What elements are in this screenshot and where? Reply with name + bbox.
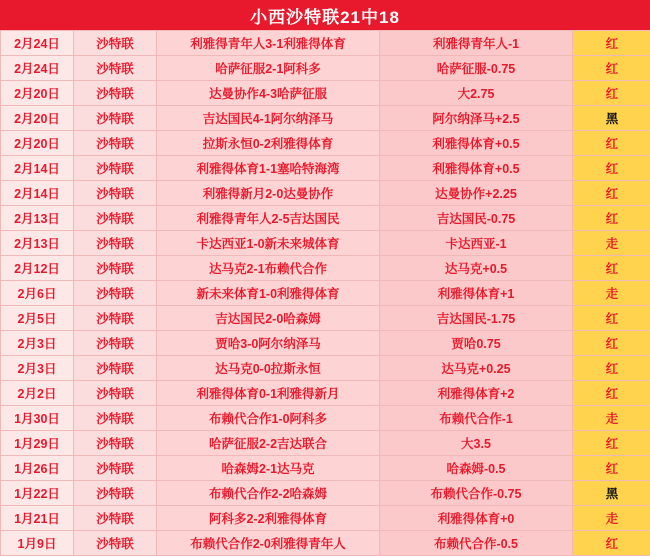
cell-result: 红 xyxy=(573,156,650,181)
cell-match: 哈萨征服2-1阿科多 xyxy=(157,56,380,81)
cell-league: 沙特联 xyxy=(74,431,157,456)
cell-league: 沙特联 xyxy=(74,331,157,356)
cell-date: 2月14日 xyxy=(1,156,74,181)
cell-pick: 阿尔纳泽马+2.5 xyxy=(380,106,573,131)
cell-match: 拉斯永恒0-2利雅得体育 xyxy=(157,131,380,156)
cell-match: 布赖代合作2-2哈森姆 xyxy=(157,481,380,506)
cell-result: 红 xyxy=(573,381,650,406)
table-row xyxy=(1,56,650,81)
cell-league: 沙特联 xyxy=(74,106,157,131)
table-row xyxy=(1,356,650,381)
cell-match: 达马克0-0拉斯永恒 xyxy=(157,356,380,381)
table-row xyxy=(1,331,650,356)
cell-pick: 布赖代合作-1 xyxy=(380,406,573,431)
table-row xyxy=(1,181,650,206)
cell-league: 沙特联 xyxy=(74,381,157,406)
table-row xyxy=(1,406,650,431)
cell-pick: 达曼协作+2.25 xyxy=(380,181,573,206)
table-row xyxy=(1,456,650,481)
cell-date: 2月3日 xyxy=(1,331,74,356)
cell-match: 贾哈3-0阿尔纳泽马 xyxy=(157,331,380,356)
cell-match: 哈森姆2-1达马克 xyxy=(157,456,380,481)
cell-date: 2月2日 xyxy=(1,381,74,406)
cell-league: 沙特联 xyxy=(74,481,157,506)
cell-league: 沙特联 xyxy=(74,531,157,556)
cell-date: 1月29日 xyxy=(1,431,74,456)
cell-result: 黑 xyxy=(573,481,650,506)
cell-pick: 布赖代合作-0.5 xyxy=(380,531,573,556)
cell-league: 沙特联 xyxy=(74,31,157,56)
cell-match: 吉达国民4-1阿尔纳泽马 xyxy=(157,106,380,131)
cell-result: 红 xyxy=(573,531,650,556)
cell-result: 红 xyxy=(573,356,650,381)
cell-result: 红 xyxy=(573,306,650,331)
table-row xyxy=(1,306,650,331)
table-row xyxy=(1,206,650,231)
cell-pick: 达马克+0.25 xyxy=(380,356,573,381)
cell-league: 沙特联 xyxy=(74,206,157,231)
cell-pick: 哈森姆-0.5 xyxy=(380,456,573,481)
cell-pick: 大2.75 xyxy=(380,81,573,106)
cell-match: 达马克2-1布赖代合作 xyxy=(157,256,380,281)
cell-result: 红 xyxy=(573,181,650,206)
records-table-body xyxy=(1,31,650,556)
table-row xyxy=(1,531,650,556)
cell-date: 2月6日 xyxy=(1,281,74,306)
table-row xyxy=(1,506,650,531)
cell-league: 沙特联 xyxy=(74,231,157,256)
cell-result: 走 xyxy=(573,506,650,531)
cell-date: 2月20日 xyxy=(1,131,74,156)
cell-pick: 利雅得体育+0.5 xyxy=(380,131,573,156)
cell-date: 2月13日 xyxy=(1,231,74,256)
cell-date: 2月14日 xyxy=(1,181,74,206)
cell-pick: 大3.5 xyxy=(380,431,573,456)
page-title: 小西沙特联21中18 xyxy=(0,0,650,30)
cell-date: 2月3日 xyxy=(1,356,74,381)
cell-match: 利雅得青年人2-5吉达国民 xyxy=(157,206,380,231)
cell-league: 沙特联 xyxy=(74,306,157,331)
cell-pick: 哈萨征服-0.75 xyxy=(380,56,573,81)
cell-pick: 利雅得体育+1 xyxy=(380,281,573,306)
cell-result: 红 xyxy=(573,56,650,81)
cell-result: 红 xyxy=(573,206,650,231)
cell-date: 2月12日 xyxy=(1,256,74,281)
cell-result: 红 xyxy=(573,431,650,456)
cell-match: 吉达国民2-0哈森姆 xyxy=(157,306,380,331)
table-row xyxy=(1,256,650,281)
cell-date: 1月26日 xyxy=(1,456,74,481)
cell-match: 布赖代合作2-0利雅得青年人 xyxy=(157,531,380,556)
cell-match: 哈萨征服2-2吉达联合 xyxy=(157,431,380,456)
cell-date: 1月22日 xyxy=(1,481,74,506)
cell-date: 2月20日 xyxy=(1,81,74,106)
cell-date: 2月24日 xyxy=(1,31,74,56)
cell-date: 2月24日 xyxy=(1,56,74,81)
cell-match: 利雅得体育0-1利雅得新月 xyxy=(157,381,380,406)
cell-pick: 利雅得体育+0 xyxy=(380,506,573,531)
table-row xyxy=(1,156,650,181)
cell-pick: 达马克+0.5 xyxy=(380,256,573,281)
cell-date: 1月30日 xyxy=(1,406,74,431)
cell-result: 红 xyxy=(573,331,650,356)
cell-match: 布赖代合作1-0阿科多 xyxy=(157,406,380,431)
cell-result: 红 xyxy=(573,256,650,281)
table-row xyxy=(1,106,650,131)
cell-pick: 利雅得体育+2 xyxy=(380,381,573,406)
table-row xyxy=(1,381,650,406)
cell-league: 沙特联 xyxy=(74,456,157,481)
cell-pick: 利雅得青年人-1 xyxy=(380,31,573,56)
cell-pick: 贾哈0.75 xyxy=(380,331,573,356)
cell-match: 利雅得新月2-0达曼协作 xyxy=(157,181,380,206)
records-table xyxy=(0,30,650,556)
cell-match: 达曼协作4-3哈萨征服 xyxy=(157,81,380,106)
table-row xyxy=(1,431,650,456)
cell-league: 沙特联 xyxy=(74,281,157,306)
cell-league: 沙特联 xyxy=(74,81,157,106)
cell-date: 1月21日 xyxy=(1,506,74,531)
cell-result: 红 xyxy=(573,131,650,156)
table-row xyxy=(1,31,650,56)
cell-league: 沙特联 xyxy=(74,506,157,531)
cell-result: 走 xyxy=(573,231,650,256)
cell-date: 2月20日 xyxy=(1,106,74,131)
cell-league: 沙特联 xyxy=(74,406,157,431)
cell-pick: 吉达国民-1.75 xyxy=(380,306,573,331)
cell-league: 沙特联 xyxy=(74,356,157,381)
table-row xyxy=(1,81,650,106)
cell-match: 利雅得青年人3-1利雅得体育 xyxy=(157,31,380,56)
table-row xyxy=(1,281,650,306)
cell-result: 黑 xyxy=(573,106,650,131)
cell-result: 走 xyxy=(573,406,650,431)
cell-match: 卡达西亚1-0新未来城体育 xyxy=(157,231,380,256)
cell-result: 走 xyxy=(573,281,650,306)
table-row xyxy=(1,131,650,156)
table-row xyxy=(1,481,650,506)
table-row xyxy=(1,231,650,256)
cell-result: 红 xyxy=(573,31,650,56)
cell-match: 阿科多2-2利雅得体育 xyxy=(157,506,380,531)
cell-league: 沙特联 xyxy=(74,256,157,281)
cell-pick: 卡达西亚-1 xyxy=(380,231,573,256)
cell-result: 红 xyxy=(573,456,650,481)
cell-pick: 利雅得体育+0.5 xyxy=(380,156,573,181)
cell-match: 利雅得体育1-1塞哈特海湾 xyxy=(157,156,380,181)
cell-league: 沙特联 xyxy=(74,181,157,206)
cell-league: 沙特联 xyxy=(74,56,157,81)
cell-result: 红 xyxy=(573,81,650,106)
cell-date: 1月9日 xyxy=(1,531,74,556)
cell-pick: 布赖代合作-0.75 xyxy=(380,481,573,506)
cell-date: 2月13日 xyxy=(1,206,74,231)
cell-league: 沙特联 xyxy=(74,156,157,181)
cell-pick: 吉达国民-0.75 xyxy=(380,206,573,231)
cell-league: 沙特联 xyxy=(74,131,157,156)
cell-date: 2月5日 xyxy=(1,306,74,331)
cell-match: 新未来体育1-0利雅得体育 xyxy=(157,281,380,306)
